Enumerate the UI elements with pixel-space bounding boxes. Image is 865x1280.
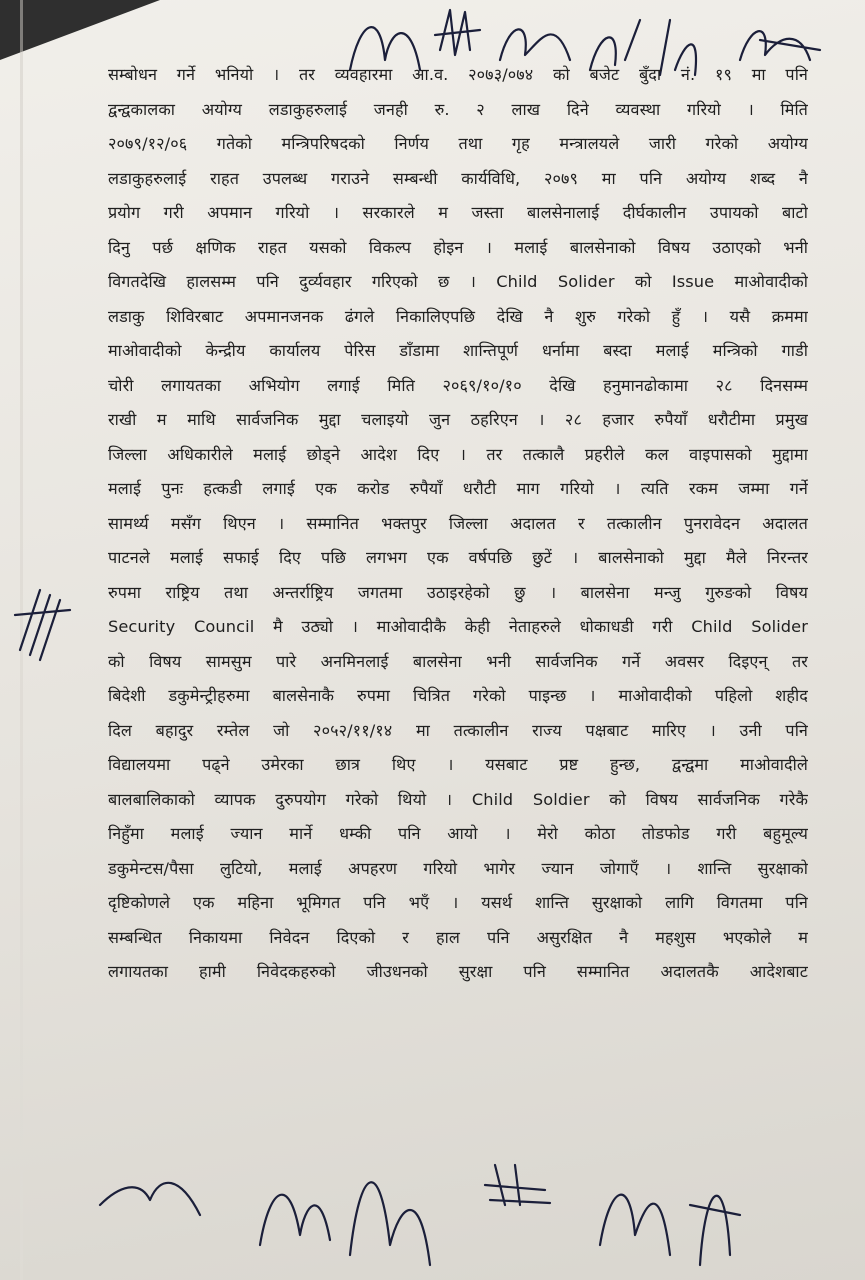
- page-shadow-corner: [0, 0, 160, 60]
- text-line: माओवादीको केन्द्रीय कार्यालय पेरिस डाँडामा शान्तिपूर्ण धर्नामा बस्दा मलाई मन्त्रिको गाडी: [108, 341, 808, 360]
- text-line: बालबालिकाको व्यापक दुरुपयोग गरेको थियो । Child Soldier को विषय सार्वजनिक गरेकै: [108, 789, 808, 809]
- text-line: को विषय सामसुम पारे अनमिनलाई बालसेना भनी सार्वजनिक गर्ने अवसर दिइएन् तर: [108, 651, 808, 671]
- text-line: दृष्टिकोणले एक महिना भूमिगत पनि भएँ । यसर्थ शान्ति सुरक्षाको लागि विगतमा पनि: [108, 893, 808, 912]
- signature-mark: [435, 10, 480, 55]
- text-line: सामर्थ्य मसँग थिएन । सम्मानित भक्तपुर जिल्ला अदालत र तत्कालीन पुनरावेदन अदालत: [108, 513, 808, 533]
- text-line: डकुमेन्टस/पैसा लुटियो, मलाई अपहरण गरियो भागेर ज्यान जोगाएँ । शान्ति सुरक्षाको: [108, 858, 808, 878]
- signature-mark: [740, 31, 820, 60]
- signature-mark: [100, 1183, 200, 1215]
- text-line: प्रयोग गरी अपमान गरियो । सरकारले म जस्ता बालसेनालाई दीर्घकालीन उपायको बाटो: [108, 203, 808, 222]
- text-line: बिदेशी डकुमेन्ट्रीहरुमा बालसेनाकै रुपमा चित्रित गरेको पाइन्छ । माओवादीको पहिलो शहीद: [108, 686, 808, 705]
- text-line: मलाई पुनः हत्कडी लगाई एक करोड रुपैयाँ धरौटी माग गरियो । त्यति रकम जम्मा गर्ने: [108, 479, 808, 498]
- text-line: चोरी लगायतका अभियोग लगाई मिति २०६९/१०/१० देखि हनुमानढोकामा २८ दिनसम्म: [108, 375, 808, 395]
- text-line: पाटनले मलाई सफाई दिए पछि लगभग एक वर्षपछि छुटें । बालसेनाको मुद्दा मैले निरन्तर: [108, 548, 808, 567]
- text-line: द्वन्द्वकालका अयोग्य लडाकुहरुलाई जनही रु. २ लाख दिने व्यवस्था गरियो । मिति: [108, 99, 808, 119]
- text-line: निहुँमा मलाई ज्यान मार्ने धम्की पनि आयो । मेरो कोठा तोडफोड गरी बहुमूल्य: [108, 824, 808, 843]
- signature-mark: [600, 1195, 670, 1255]
- signature-mark: [500, 29, 570, 60]
- text-line: सम्बोधन गर्ने भनियो । तर व्यवहारमा आ.व. २०७३/०७४ को बजेट बुँदा नं. १९ मा पनि: [108, 65, 808, 84]
- text-line: लडाकु शिविरबाट अपमानजनक ढंगले निकालिएपछि देखि नै शुरु गरेको हुँ । यसै क्रममा: [108, 306, 808, 326]
- text-line: विगतदेखि हालसम्म पनि दुर्व्यवहार गरिएको छ । Child Solider को Issue माओवादीको: [108, 272, 808, 291]
- signature-mark: [15, 590, 70, 660]
- text-line: २०७९/१२/०६ गतेको मन्त्रिपरिषदको निर्णय तथा गृह मन्त्रालयले जारी गरेको अयोग्य: [108, 134, 808, 153]
- text-line: रुपमा राष्ट्रिय तथा अन्तर्राष्ट्रिय जगतमा उठाइरहेको छु । बालसेना मन्जु गुरुङको विषय: [108, 582, 808, 602]
- text-line: Security Council मै उठ्यो । माओवादीकै केही नेताहरुले धोकाधडी गरी Child Solider: [108, 617, 808, 636]
- text-line: लडाकुहरुलाई राहत उपलब्ध गराउने सम्बन्धी कार्यविधि, २०७९ मा पनि अयोग्य शब्द नै: [108, 168, 808, 188]
- text-line: लगायतका हामी निवेदकहरुको जीउधनको सुरक्षा पनि सम्मानित अदालतकै आदेशबाट: [108, 962, 808, 981]
- text-line: दिनु पर्छ क्षणिक राहत यसको विकल्प होइन । मलाई बालसेनाको विषय उठाएको भनी: [108, 237, 808, 257]
- text-line: राखी म माथि सार्वजनिक मुद्दा चलाइयो जुन ठहरिएन । २८ हजार रुपैयाँ धरौटीमा प्रमुख: [108, 410, 808, 429]
- signature-mark: [350, 1182, 430, 1265]
- signature-mark: [260, 1195, 330, 1245]
- signature-left-margin: [10, 570, 80, 670]
- text-line: सम्बन्धित निकायमा निवेदन दिएको र हाल पनि असुरक्षित नै महशुस भएकोले म: [108, 927, 808, 947]
- signatures-bottom: [90, 1145, 790, 1280]
- signature-mark: [485, 1165, 550, 1205]
- text-line: विद्यालयमा पढ्ने उमेरका छात्र थिए । यसबाट प्रष्ट हुन्छ, द्वन्द्वमा माओवादीले: [108, 755, 808, 774]
- document-body: [108, 58, 808, 990]
- text-line: जिल्ला अधिकारीले मलाई छोड्ने आदेश दिए । तर तत्कालै प्रहरीले कल वाइपासको मुद्दामा: [108, 444, 808, 464]
- text-line: दिल बहादुर रम्तेल जो २०५२/११/१४ मा तत्कालीन राज्य पक्षबाट मारिए । उनी पनि: [108, 720, 808, 740]
- signature-mark: [690, 1196, 740, 1265]
